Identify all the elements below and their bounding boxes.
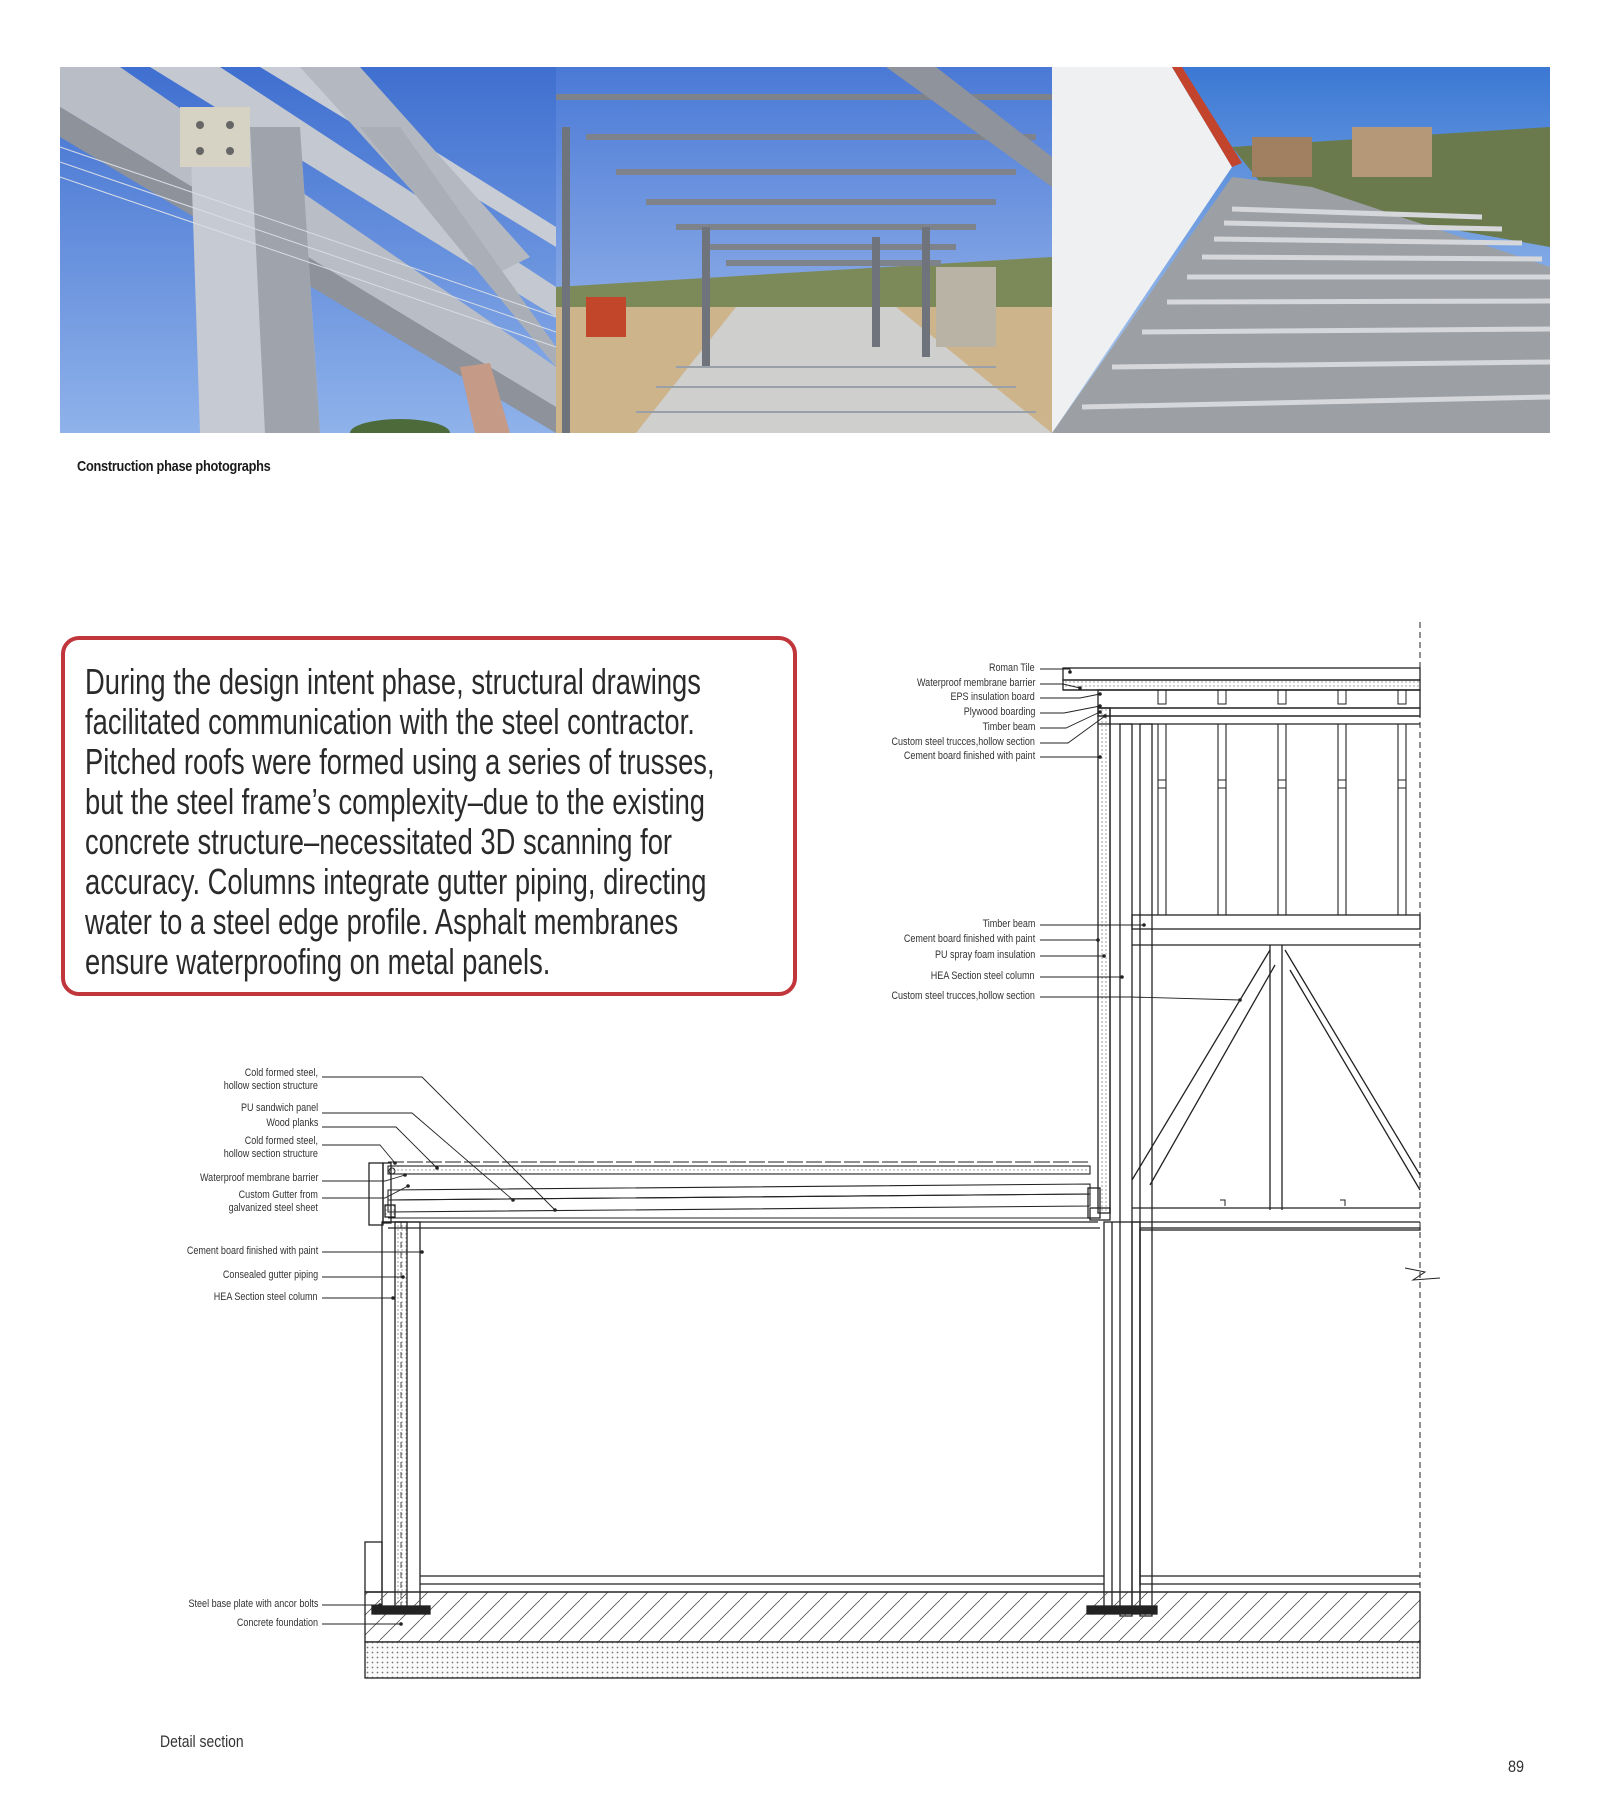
label-hea-column-middle: HEA Section steel column <box>931 970 1035 982</box>
label-timber-beam-upper: Timber beam <box>982 721 1035 733</box>
label-plywood-boarding: Plywood boarding <box>963 706 1035 718</box>
roof-purlins-photo <box>1052 67 1550 433</box>
label-concrete-foundation: Concrete foundation <box>236 1617 318 1629</box>
label-concealed-gutter-piping: Consealed gutter piping <box>222 1269 318 1281</box>
page-number: 89 <box>1508 1757 1525 1776</box>
detail-caption: Detail section <box>160 1732 244 1751</box>
label-eps-insulation: EPS insulation board <box>950 691 1035 703</box>
label-waterproof-membrane-lower: Waterproof membrane barrier <box>199 1172 318 1184</box>
label-roman-tile: Roman Tile <box>989 662 1035 674</box>
description-text: During the design intent phase, structural drawings facilitated communication with the steel contractor. Pitched roofs were formed using a series of trusses, but the steel frame’s complexity–due to the existing concrete structure–necessitated 3D scanning for accuracy. Columns integrate gutter piping, directing water to a steel edge profile. Asphalt membranes ensure waterproofing on metal panels. <box>85 661 715 982</box>
label-cold-formed-steel-1: Cold formed steel, hollow section structure <box>223 1067 318 1092</box>
label-cold-formed-steel-2: Cold formed steel, hollow section structure <box>223 1135 318 1160</box>
label-cement-board-lower: Cement board finished with paint <box>186 1245 318 1257</box>
label-cement-board-upper: Cement board finished with paint <box>903 750 1035 762</box>
label-timber-beam-middle: Timber beam <box>982 918 1035 930</box>
label-cement-board-middle: Cement board finished with paint <box>903 933 1035 945</box>
photos-caption: Construction phase photographs <box>77 458 271 475</box>
label-steel-trusses-middle: Custom steel trucces,hollow section <box>891 990 1035 1002</box>
label-wood-planks: Wood planks <box>266 1117 318 1129</box>
photo-strip <box>60 67 1550 433</box>
label-steel-base-plate: Steel base plate with ancor bolts <box>188 1598 318 1610</box>
label-pu-sandwich-panel: PU sandwich panel <box>240 1102 318 1114</box>
steel-column-photo <box>60 67 556 433</box>
label-waterproof-membrane-upper: Waterproof membrane barrier <box>916 677 1035 689</box>
steel-frame-photo <box>556 67 1052 433</box>
label-pu-spray-foam: PU spray foam insulation <box>934 949 1035 961</box>
label-custom-gutter: Custom Gutter from galvanized steel sheet <box>228 1189 318 1214</box>
label-hea-column-lower: HEA Section steel column <box>214 1291 318 1303</box>
label-steel-trusses-upper: Custom steel trucces,hollow section <box>891 736 1035 748</box>
